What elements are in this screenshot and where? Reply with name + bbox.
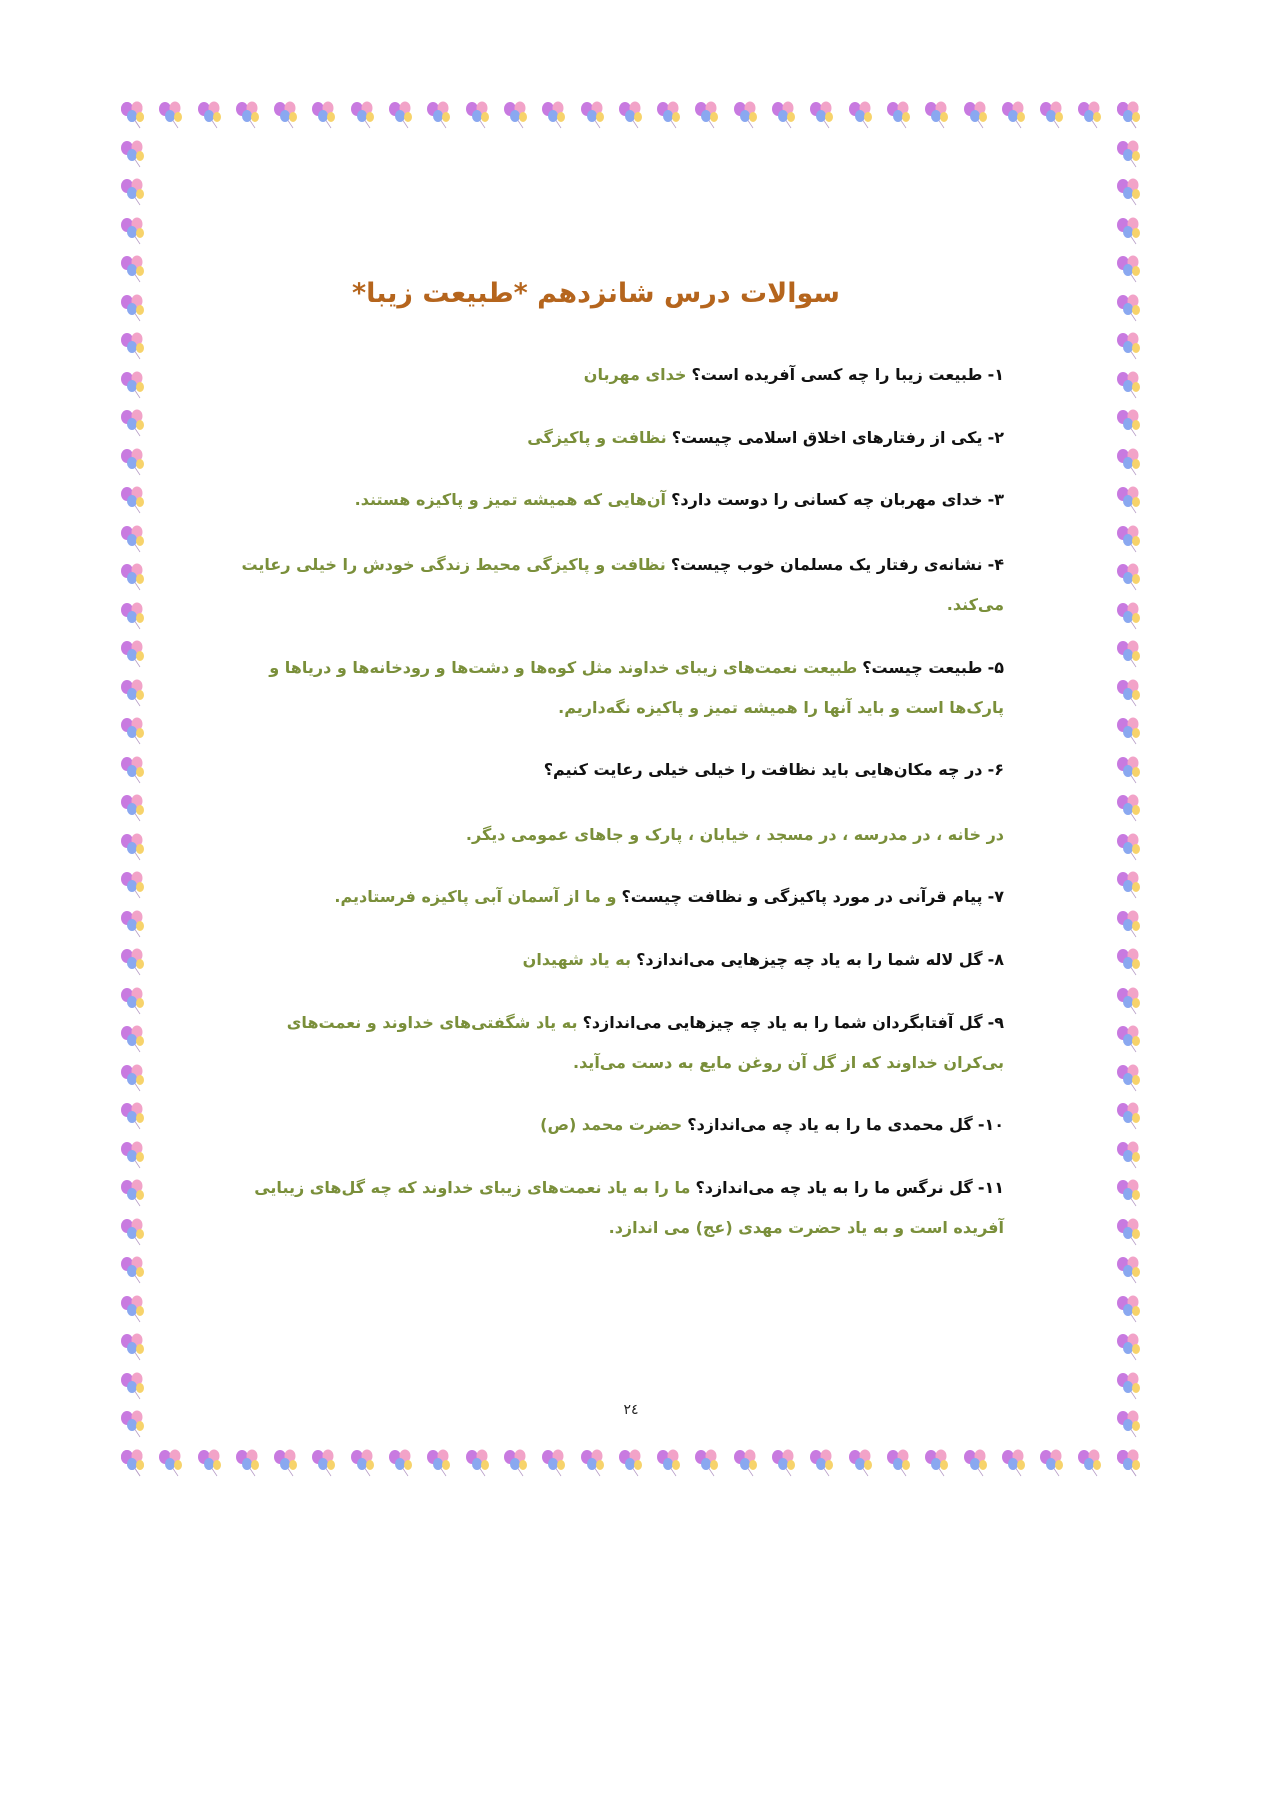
question-item [228,545,1004,625]
balloon-cluster-icon [1114,254,1144,284]
border-left [118,100,148,1478]
balloon-cluster-icon [1114,1140,1144,1170]
balloon-cluster-icon [118,562,148,592]
question-number: ۷- [987,887,1004,906]
balloon-cluster-icon [118,1448,148,1478]
balloon-cluster-icon [118,1024,148,1054]
page-title: سوالات درس شانزدهم *طبیعت زیبا* [352,278,840,309]
balloon-cluster-icon [118,1255,148,1285]
question-text: گل آفتابگردان شما را به یاد چه چیزهایی می‌اندازد؟ [582,1013,983,1032]
question-item [228,940,1004,980]
balloon-cluster-icon [118,716,148,746]
question-text: نشانه‌ی رفتار یک مسلمان خوب چیست؟ [670,555,983,574]
balloon-cluster-icon [1114,1101,1144,1131]
balloon-cluster-icon [1114,1332,1144,1362]
balloon-cluster-icon [1114,1294,1144,1324]
balloon-cluster-icon [118,139,148,169]
balloon-cluster-icon [1114,100,1144,130]
balloon-cluster-icon [118,447,148,477]
question-text: پیام قرآنی در مورد پاکیزگی و نظافت چیست؟ [621,887,983,906]
question-number: ۱- [987,365,1004,384]
balloon-cluster-icon [1114,1255,1144,1285]
balloon-cluster-icon [1114,293,1144,323]
balloon-cluster-icon [118,293,148,323]
balloon-cluster-icon [1114,1409,1144,1439]
balloon-cluster-icon [1114,408,1144,438]
balloon-cluster-icon [1114,1063,1144,1093]
balloon-cluster-icon [1075,1448,1105,1478]
question-item [228,1105,1004,1145]
question-item [228,648,1004,728]
question-number: ۶- [987,760,1004,779]
question-text: طبیعت چیست؟ [862,658,983,677]
worksheet-content [228,100,1034,1478]
answer-text: در خانه ، در مدرسه ، در مسجد ، خیابان ، پارک و جاهای عمومی دیگر. [465,825,1004,844]
balloon-cluster-icon [118,408,148,438]
balloon-cluster-icon [118,254,148,284]
answer-text: نظافت و پاکیزگی محیط زندگی خودش را خیلی رعایت می‌کند. [241,555,1004,614]
answer-text: به یاد شگفتی‌های خداوند و نعمت‌های بی‌کران خداوند که از گل آن روغن مایع به دست می‌آید. [286,1013,1004,1072]
balloon-cluster-icon [118,870,148,900]
balloon-cluster-icon [1114,716,1144,746]
balloon-cluster-icon [1114,986,1144,1016]
question-text: طبیعت زیبا را چه کسی آفریده است؟ [691,365,983,384]
answer-line [228,815,1004,855]
balloon-cluster-icon [1114,1448,1144,1478]
balloon-cluster-icon [118,524,148,554]
balloon-cluster-icon [118,1448,148,1478]
balloon-cluster-icon [195,100,225,130]
balloon-cluster-icon [1114,755,1144,785]
question-item [228,1168,1004,1248]
balloon-cluster-icon [1114,1217,1144,1247]
balloon-cluster-icon [118,1178,148,1208]
balloon-cluster-icon [1114,1024,1144,1054]
balloon-cluster-icon [118,1371,148,1401]
balloon-cluster-icon [118,639,148,669]
balloon-cluster-icon [118,331,148,361]
balloon-cluster-icon [1114,216,1144,246]
answer-text: خدای مهربان [583,365,687,384]
balloon-cluster-icon [156,100,186,130]
question-number: ۵- [987,658,1004,677]
question-item [228,750,1004,790]
balloon-cluster-icon [1114,370,1144,400]
balloon-cluster-icon [118,1101,148,1131]
balloon-cluster-icon [1114,100,1144,130]
balloon-cluster-icon [118,1217,148,1247]
question-item [228,355,1004,395]
question-text: در چه مکان‌هایی باید نظافت را خیلی خیلی رعایت کنیم؟ [543,760,983,779]
balloon-cluster-icon [118,947,148,977]
balloon-cluster-icon [118,216,148,246]
page-number: ۲٤ [623,1402,639,1418]
border-right [1114,100,1144,1478]
answer-text: ما را به یاد نعمت‌های زیبای خداوند که چه گل‌های زیبایی آفریده است و به یاد حضرت مهدی (عج) می اندازد. [254,1178,1004,1237]
balloon-cluster-icon [1114,1178,1144,1208]
question-number: ۹- [987,1013,1004,1032]
balloon-cluster-icon [1114,447,1144,477]
balloon-cluster-icon [118,1140,148,1170]
page-frame [118,100,1144,1478]
balloon-cluster-icon [118,177,148,207]
question-item [228,1003,1004,1083]
balloon-cluster-icon [118,909,148,939]
balloon-cluster-icon [1114,601,1144,631]
balloon-cluster-icon [1114,1448,1144,1478]
balloon-cluster-icon [1114,909,1144,939]
balloon-cluster-icon [1114,331,1144,361]
balloon-cluster-icon [118,755,148,785]
answer-text: به یاد شهیدان [522,950,631,969]
balloon-cluster-icon [156,1448,186,1478]
balloon-cluster-icon [118,1409,148,1439]
balloon-cluster-icon [1114,139,1144,169]
balloon-cluster-icon [1114,639,1144,669]
balloon-cluster-icon [1114,678,1144,708]
question-number: ۲- [987,428,1004,447]
balloon-cluster-icon [1114,524,1144,554]
balloon-cluster-icon [118,601,148,631]
balloon-cluster-icon [1037,100,1067,130]
question-number: ۳- [987,490,1004,509]
answer-text: و ما از آسمان آبی پاکیزه فرستادیم. [334,887,617,906]
balloon-cluster-icon [1114,870,1144,900]
balloon-cluster-icon [118,986,148,1016]
answer-text: آن‌هایی که همیشه تمیز و پاکیزه هستند. [354,490,667,509]
question-number: ۱۱- [977,1178,1004,1197]
balloon-cluster-icon [1037,1448,1067,1478]
balloon-cluster-icon [118,1063,148,1093]
balloon-cluster-icon [118,678,148,708]
answer-text: نظافت و پاکیزگی [527,428,667,447]
question-text: یکی از رفتارهای اخلاق اسلامی چیست؟ [671,428,983,447]
balloon-cluster-icon [1114,1371,1144,1401]
balloon-cluster-icon [118,832,148,862]
balloon-cluster-icon [118,793,148,823]
balloon-cluster-icon [1114,947,1144,977]
balloon-cluster-icon [118,485,148,515]
question-number: ۴- [987,555,1004,574]
answer-text: حضرت محمد (ص) [540,1115,683,1134]
question-item [228,877,1004,917]
balloon-cluster-icon [1114,832,1144,862]
question-text: گل نرگس ما را به یاد چه می‌اندازد؟ [695,1178,973,1197]
answer-text: طبیعت نعمت‌های زیبای خداوند مثل کوه‌ها و دشت‌ها و رودخانه‌ها و دریاها و پارک‌ها است و باید آنها را همیشه تمیز و پاکیزه نگه‌داریم. [269,658,1004,717]
question-number: ۸- [987,950,1004,969]
question-item [228,418,1004,458]
balloon-cluster-icon [1114,562,1144,592]
balloon-cluster-icon [1114,485,1144,515]
balloon-cluster-icon [118,100,148,130]
balloon-cluster-icon [118,1332,148,1362]
question-number: ۱۰- [977,1115,1004,1134]
balloon-cluster-icon [1075,100,1105,130]
question-item [228,480,1004,520]
balloon-cluster-icon [195,1448,225,1478]
balloon-cluster-icon [118,1294,148,1324]
question-text: خدای مهربان چه کسانی را دوست دارد؟ [671,490,983,509]
balloon-cluster-icon [1114,177,1144,207]
question-text: گل محمدی ما را به یاد چه می‌اندازد؟ [687,1115,973,1134]
balloon-cluster-icon [118,100,148,130]
balloon-cluster-icon [118,370,148,400]
question-text: گل لاله شما را به یاد چه چیزهایی می‌اندازد؟ [636,950,983,969]
balloon-cluster-icon [1114,793,1144,823]
